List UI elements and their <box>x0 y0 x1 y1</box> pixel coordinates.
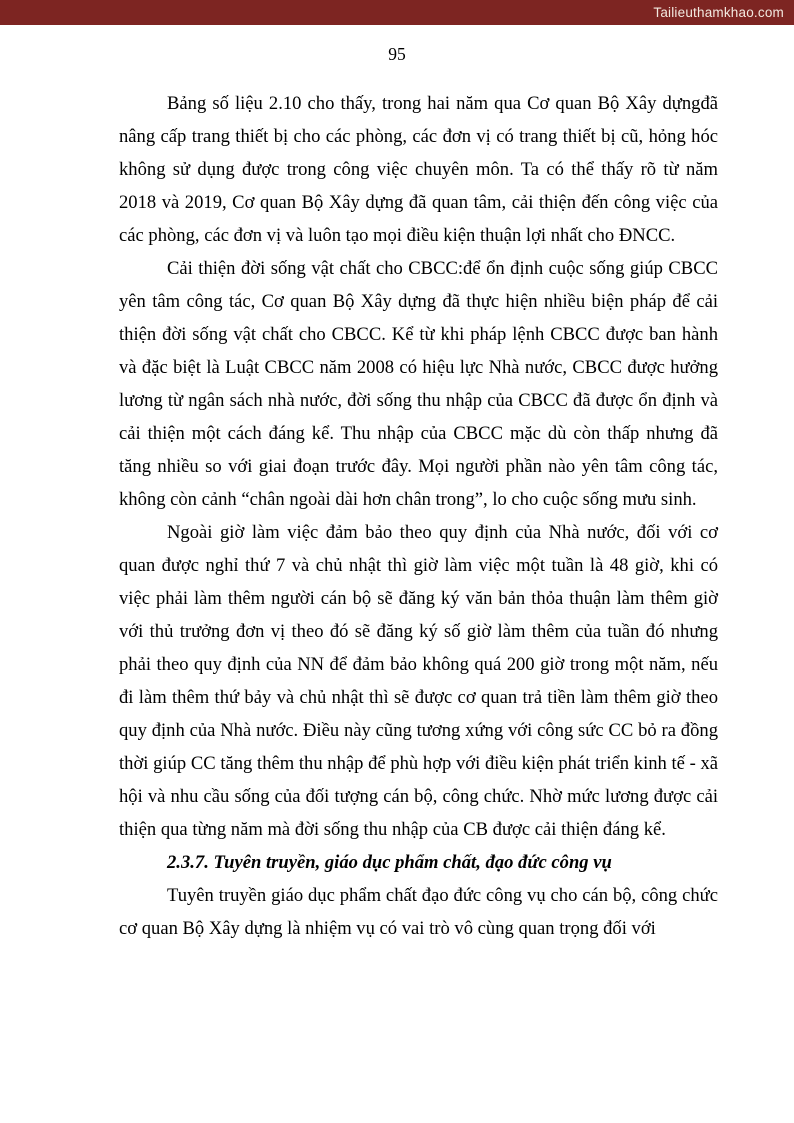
paragraph-working-hours: Ngoài giờ làm việc đảm bảo theo quy định của Nhà nước, đối với cơ quan được nghỉ thứ 7 và chủ nhật thì giờ làm việc một tuần là 48 giờ, khi có việc phải làm thêm người cán bộ sẽ đăng ký văn bản thỏa thuận làm thêm giờ với thủ trưởng đơn vị theo đó sẽ đăng ký số giờ làm thêm của tuần đó nhưng phải theo quy định của NN để đảm bảo không quá 200 giờ trong một năm, nếu đi làm thêm thứ bảy và chủ nhật thì sẽ được cơ quan trả tiền làm thêm giờ theo quy định của Nhà nước. Điều này cũng tương xứng với công sức CC bỏ ra đồng thời giúp CC tăng thêm thu nhập để phù hợp với điều kiện phát triển kinh tế - xã hội và nhu cầu sống của đối tượng cán bộ, công chức. Nhờ mức lương được cải thiện qua từng năm mà đời sống thu nhập của CB được cải thiện đáng kể. <box>119 522 718 840</box>
page-number: 95 <box>388 44 406 64</box>
watermark-site-link[interactable]: Tailieuthamkhao.com <box>653 5 784 20</box>
paragraph-equipment-upgrade: Bảng số liệu 2.10 cho thấy, trong hai năm qua Cơ quan Bộ Xây dựngđã nâng cấp trang thiết bị cho các phòng, các đơn vị có trang thiết bị cũ, hỏng hóc không sử dụng được trong công việc chuyên môn. Ta có thể thấy rõ từ năm 2018 và 2019, Cơ quan Bộ Xây dựng đã quan tâm, cải thiện đến công việc của các phòng, các đơn vị và luôn tạo mọi điều kiện thuận lợi nhất cho ĐNCC. <box>119 93 718 246</box>
paragraph-ethics-education: Tuyên truyền giáo dục phẩm chất đạo đức công vụ cho cán bộ, công chức cơ quan Bộ Xây dựng là nhiệm vụ có vai trò vô cùng quan trọng đối với <box>119 885 718 939</box>
document-body <box>119 87 718 945</box>
watermark-bar <box>0 0 794 25</box>
section-heading-2-3-7: 2.3.7. Tuyên truyền, giáo dục phẩm chất, đạo đức công vụ <box>167 852 612 873</box>
paragraph-material-life: Cải thiện đời sống vật chất cho CBCC:để ổn định cuộc sống giúp CBCC yên tâm công tác, Cơ quan Bộ Xây dựng đã thực hiện nhiều biện pháp để cải thiện đời sống vật chất cho CBCC. Kể từ khi pháp lệnh CBCC được ban hành và đặc biệt là Luật CBCC năm 2008 có hiệu lực Nhà nước, CBCC được hưởng lương từ ngân sách nhà nước, đời sống thu nhập của CBCC đã được ổn định và cải thiện một cách đáng kể. Thu nhập của CBCC mặc dù còn thấp nhưng đã tăng nhiều so với giai đoạn trước đây. Mọi người phần nào yên tâm công tác, không còn cảnh “chân ngoài dài hơn chân trong”, lo cho cuộc sống mưu sinh. <box>119 258 718 510</box>
